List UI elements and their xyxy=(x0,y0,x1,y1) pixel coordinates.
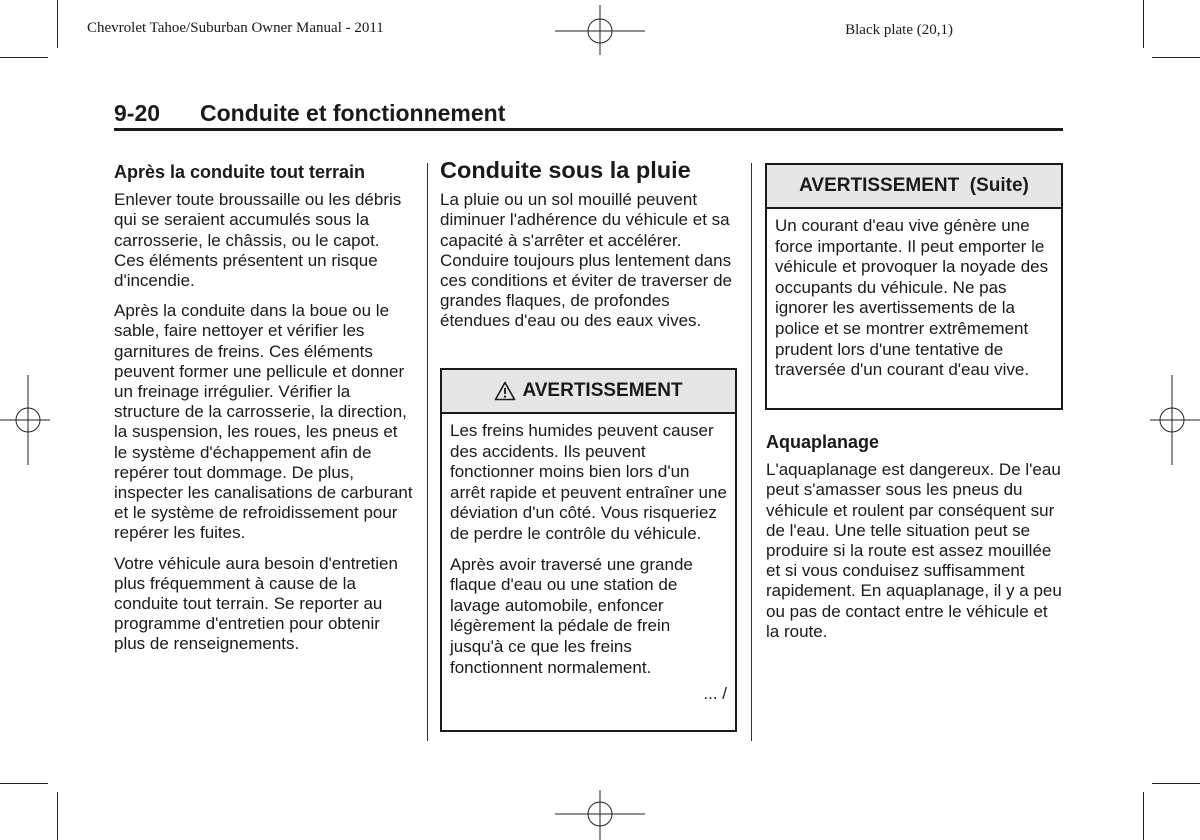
running-header-left: Chevrolet Tahoe/Suburban Owner Manual - 2011 xyxy=(87,20,384,36)
warning-continued-title: AVERTISSEMENT (Suite) xyxy=(799,174,1029,196)
heading-aquaplaning: Aquaplanage xyxy=(766,432,880,452)
column-divider xyxy=(751,163,752,741)
warning-continued-body xyxy=(767,209,1061,381)
warning-body xyxy=(442,414,735,705)
warning-paragraph: Après avoir traversé une grande flaque d'eau ou une station de lavage automobile, enfoncer légèrement la pédale de frein jusqu'à ce que les freins fonctionnent normalement. xyxy=(450,554,693,677)
title-rule xyxy=(114,128,1063,131)
registration-mark-top-icon xyxy=(555,5,645,55)
warning-paragraph: Les freins humides peuvent causer des accidents. Ils peuvent fonctionner moins bien lors d'un arrêt rapide et peuvent entraîner une déviation d'un côté. Vous risqueriez de perdre le contrôle du véhicule. xyxy=(450,421,727,543)
registration-mark-right-icon xyxy=(1150,375,1200,465)
column-3 xyxy=(766,432,1063,652)
section-title: Conduite et fonctionnement xyxy=(200,100,506,126)
page-number: 9-20 xyxy=(114,100,161,126)
column-2 xyxy=(440,157,737,342)
paragraph: Après la conduite dans la boue ou le sable, faire nettoyer et vérifier les garnitures de freins. Ces éléments peuvent former une pellicule et donner un freinage irrégulier. Vérifier la structure de la carrosserie, la direction, la suspension, les roues, les pneus et le système d'échappement afin de repérer tout dommage. De plus, inspecter les canalisations de carburant et le système de refroidissement pour repérer les fuites. xyxy=(114,301,413,543)
paragraph: La pluie ou un sol mouillé peuvent diminuer l'adhérence du véhicule et sa capacité à s'arrêter et accélérer. Conduire toujours plus lentement dans ces conditions et éviter de traverser de grandes flaques, de profondes étendues d'eau ou des eaux vives. xyxy=(440,190,732,331)
registration-mark-bottom-icon xyxy=(555,790,645,840)
registration-mark-left-icon xyxy=(0,375,50,465)
warning-header xyxy=(442,370,735,414)
warning-continued-header xyxy=(767,165,1061,209)
warning-paragraph: Un courant d'eau vive génère une force importante. Il peut emporter le véhicule et provoquer la noyade des occupants du véhicule. Ne pas ignorer les avertissements de la police et se montrer extrêmement prudent lors d'une tentative de traversée d'un courant d'eau vive. xyxy=(775,216,1049,380)
running-header-right: Black plate (20,1) xyxy=(845,22,953,38)
paragraph: Enlever toute broussaille ou les débris qui se seraient accumulés sous la carrosserie, le châssis, ou le capot. Ces éléments présentent un risque d'incendie. xyxy=(114,190,402,291)
paragraph: Votre véhicule aura besoin d'entretien plus fréquemment à cause de la conduite tout terrain. Se reporter au programme d'entretien pour obtenir plus de renseignements. xyxy=(114,553,398,654)
column-divider xyxy=(427,163,428,741)
warning-title: AVERTISSEMENT xyxy=(522,379,683,401)
heading-offroad: Après la conduite tout terrain xyxy=(114,162,366,182)
heading-rain: Conduite sous la pluie xyxy=(440,157,691,183)
warning-continued-box xyxy=(765,163,1063,410)
column-1 xyxy=(114,162,414,665)
warning-triangle-icon xyxy=(494,381,516,401)
continued-marker: ... / xyxy=(703,684,727,704)
paragraph: L'aquaplanage est dangereux. De l'eau peut s'amasser sous les pneus du véhicule et roulent par conséquent sur de l'eau. Une telle situation peut se produire si la route est assez mouillée et si vous conduisez suffisamment rapidement. En aquaplanage, il y a peu ou pas de contact entre le véhicule et la route. xyxy=(766,460,1062,641)
warning-box xyxy=(440,368,737,732)
page-title xyxy=(114,100,505,127)
